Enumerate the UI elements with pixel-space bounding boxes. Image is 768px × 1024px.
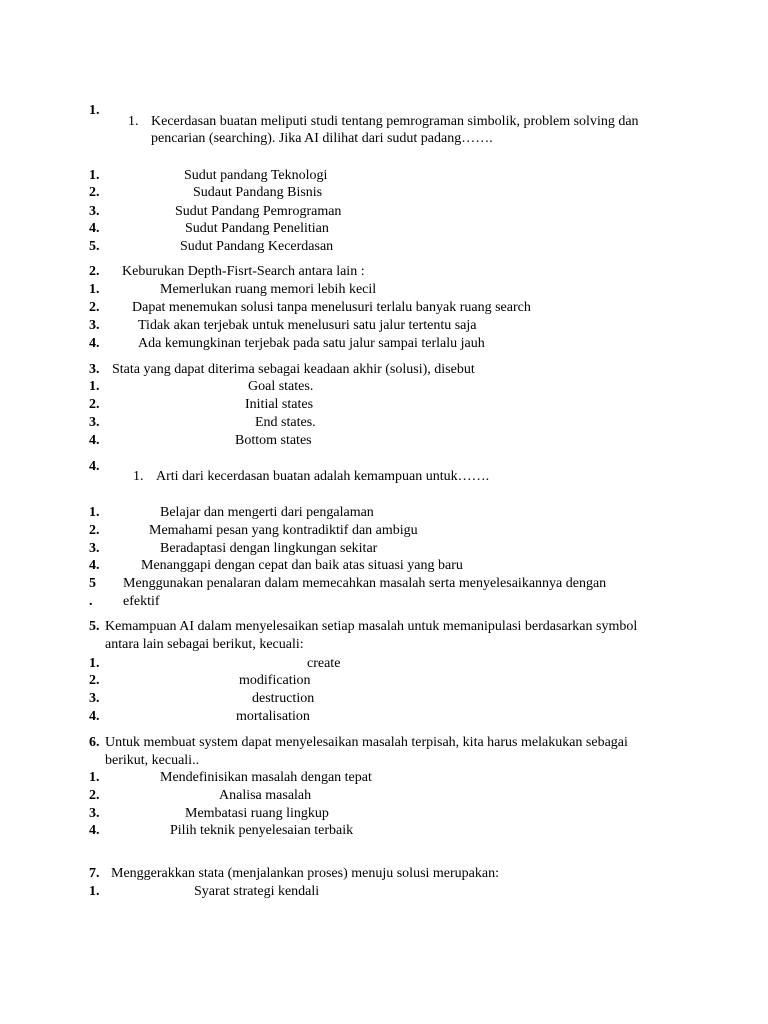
q6-option-number: 2.: [89, 788, 100, 803]
q4-option-number: 2.: [89, 523, 100, 538]
q1-option-number: 4.: [89, 221, 100, 236]
q2-text: Keburukan Depth-Fisrt-Search antara lain :: [122, 264, 365, 279]
q1-sub-number: 1.: [128, 114, 139, 129]
q4-option-number: 5: [89, 576, 96, 591]
q1-text-line1: Kecerdasan buatan meliputi studi tentang pemrograman simbolik, problem solving dan: [151, 114, 639, 129]
q1-option-text: Sudut Pandang Kecerdasan: [180, 239, 334, 254]
q1-option-number: 2.: [89, 185, 100, 200]
q3-option-text: Initial states: [245, 397, 314, 412]
q2-option-text: Dapat menemukan solusi tanpa menelusuri terlalu banyak ruang search: [132, 300, 531, 315]
q7-number: 7.: [89, 866, 100, 881]
q5-option-number: 3.: [89, 691, 100, 706]
q1-option-text: Sudut Pandang Penelitian: [185, 221, 329, 236]
q5-option-text: destruction: [252, 691, 315, 706]
q6-text-line2: berikut, kecuali..: [105, 753, 200, 768]
q6-option-number: 1.: [89, 770, 100, 785]
q2-option-number: 3.: [89, 318, 100, 333]
q5-text-line1: Kemampuan AI dalam menyelesaikan setiap masalah untuk memanipulasi berdasarkan symbol: [105, 619, 638, 634]
q3-option-number: 3.: [89, 415, 100, 430]
q6-option-number: 3.: [89, 806, 100, 821]
q1-number: 1.: [89, 103, 100, 118]
q6-option-text: Mendefinisikan masalah dengan tepat: [160, 770, 372, 785]
q2-number: 2.: [89, 264, 100, 279]
q4-option-number-dot: .: [89, 594, 93, 609]
q3-option-number: 1.: [89, 379, 100, 394]
q1-option-number: 3.: [89, 204, 100, 219]
q6-option-number: 4.: [89, 823, 100, 838]
q6-text-line1: Untuk membuat system dapat menyelesaikan masalah terpisah, kita harus melakukan sebagai: [105, 735, 628, 750]
q4-option-text: Memahami pesan yang kontradiktif dan ambigu: [149, 523, 418, 538]
q5-option-text: create: [307, 656, 341, 671]
q1-option-number: 5.: [89, 239, 100, 254]
q6-number: 6.: [89, 735, 100, 750]
q1-option-text: Sudut pandang Teknologi: [184, 168, 328, 183]
q1-option-number: 1.: [89, 168, 100, 183]
q5-option-number: 1.: [89, 656, 100, 671]
q5-text-line2: antara lain sebagai berikut, kecuali:: [105, 637, 304, 652]
q4-option-number: 3.: [89, 541, 100, 556]
q4-option-text: Menggunakan penalaran dalam memecahkan masalah serta menyelesaikannya dengan: [123, 576, 607, 591]
q5-number: 5.: [89, 619, 100, 634]
q4-option-number: 1.: [89, 505, 100, 520]
q5-option-number: 2.: [89, 673, 100, 688]
q6-option-text: Pilih teknik penyelesaian terbaik: [170, 823, 354, 838]
q4-option-text: Belajar dan mengerti dari pengalaman: [160, 505, 374, 520]
q4-option-text: Menanggapi dengan cepat dan baik atas situasi yang baru: [141, 558, 463, 573]
q7-option-text: Syarat strategi kendali: [194, 884, 320, 899]
q4-option-text: Beradaptasi dengan lingkungan sekitar: [160, 541, 378, 556]
q4-option-text-cont: efektif: [123, 594, 160, 609]
q3-option-text: Bottom states: [235, 433, 312, 448]
q3-option-number: 2.: [89, 397, 100, 412]
q4-text: Arti dari kecerdasan buatan adalah kemampuan untuk…….: [156, 469, 490, 484]
q7-text: Menggerakkan stata (menjalankan proses) menuju solusi merupakan:: [111, 866, 499, 881]
q3-option-text: End states.: [255, 415, 316, 430]
q6-option-text: Membatasi ruang lingkup: [185, 806, 329, 821]
q3-option-text: Goal states.: [248, 379, 314, 394]
q5-option-text: modification: [239, 673, 311, 688]
q1-option-text: Sudaut Pandang Bisnis: [193, 185, 323, 200]
q3-text: Stata yang dapat diterima sebagai keadaan akhir (solusi), disebut: [112, 362, 475, 377]
q2-option-text: Tidak akan terjebak untuk menelusuri satu jalur tertentu saja: [138, 318, 477, 333]
q3-number: 3.: [89, 362, 100, 377]
q2-option-text: Ada kemungkinan terjebak pada satu jalur sampai terlalu jauh: [138, 336, 485, 351]
q2-option-number: 4.: [89, 336, 100, 351]
q1-option-text: Sudut Pandang Pemrograman: [175, 204, 342, 219]
q5-option-text: mortalisation: [236, 709, 310, 724]
q4-sub-number: 1.: [133, 469, 144, 484]
q1-text-line2: pencarian (searching). Jika AI dilihat dari sudut padang…….: [151, 131, 493, 146]
q4-number: 4.: [89, 459, 100, 474]
q2-option-number: 1.: [89, 282, 100, 297]
q2-option-text: Memerlukan ruang memori lebih kecil: [160, 282, 377, 297]
q6-option-text: Analisa masalah: [219, 788, 312, 803]
q4-option-number: 4.: [89, 558, 100, 573]
q3-option-number: 4.: [89, 433, 100, 448]
q2-option-number: 2.: [89, 300, 100, 315]
q5-option-number: 4.: [89, 709, 100, 724]
q7-option-number: 1.: [89, 884, 100, 899]
